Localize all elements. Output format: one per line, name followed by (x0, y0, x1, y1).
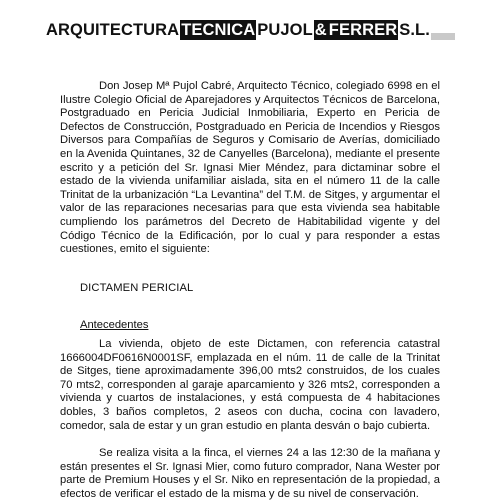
section-title: DICTAMEN PERICIAL (80, 282, 194, 294)
company-header (45, 17, 455, 43)
antecedentes-paragraph-2: Se realiza visita a la finca, el viernes 24 a las 12:30 de la mañana y están presentes el Sr. Ignasi Mier, como futuro comprador, Nana Wester por parte de Premium Houses y el Sr. Niko en representación de la propiedad, a efectos de verificar el estado de la misma y de su nivel de conservación. (60, 447, 440, 500)
antecedentes-paragraph-1: La vivienda, objeto de este Dictamen, con referencia catastral 1666004DF0616N0001SF, emplazada en el núm. 11 de calle de la Trinitat de Sitges, tiene aproximadamente 396,00 mts2 construidos, de los cuales 70 mts2, corresponden al garaje aparcamiento y 326 mts2, corresponden a vivienda y cuartos de instalaciones, y está compuesta de 4 habitaciones dobles, 3 baños completos, 2 aseos con ducha, cocina con lavadero, comedor, sala de estar y un gran estudio en planta desván o bajo cubierta. (60, 338, 440, 432)
header-segment-ampersand: & (314, 21, 327, 39)
header-segment-sl: S.L. (399, 21, 430, 39)
header-segment-tecnica: TECNICA (181, 21, 256, 39)
intro-paragraph: Don Josep Mª Pujol Cabré, Arquitecto Técnico, colegiado 6998 en el Ilustre Colegio Oficial de Aparejadores y Arquitectos Técnicos de Barcelona, Postgraduado en Pericia Judicial Inmobiliaria, Experto en Pericia de Defectos de Construcción, Postgraduado en Pericia de Incendios y Riesgos Diversos para Compañías de Seguros y Comisario de Averías, domiciliado en la Avenida Quintanes, 32 de Canyelles (Barcelona), mediante el presente escrito y a petición del Sr. Ignasi Mier Méndez, para dictaminar sobre el estado de la vivienda unifamiliar aislada, sita en el número 11 de la calle Trinitat de la urbanización “La Levantina” del T.M. de Sitges, y argumentar el valor de las reparaciones necesarias para que esta vivienda sea habitable cumpliendo los parámetros del Decreto de Habitabilidad vigente y del Código Técnico de la Edificación, por lo cual y para responder a estas cuestiones, emito el siguiente: (60, 80, 440, 256)
header-segment-ferrer: FERRER (328, 21, 398, 39)
subsection-title: Antecedentes (80, 319, 149, 331)
header-segment-arquitectura: ARQUITECTURA (46, 21, 180, 39)
header-segment-pujol: PUJOL (257, 21, 313, 39)
